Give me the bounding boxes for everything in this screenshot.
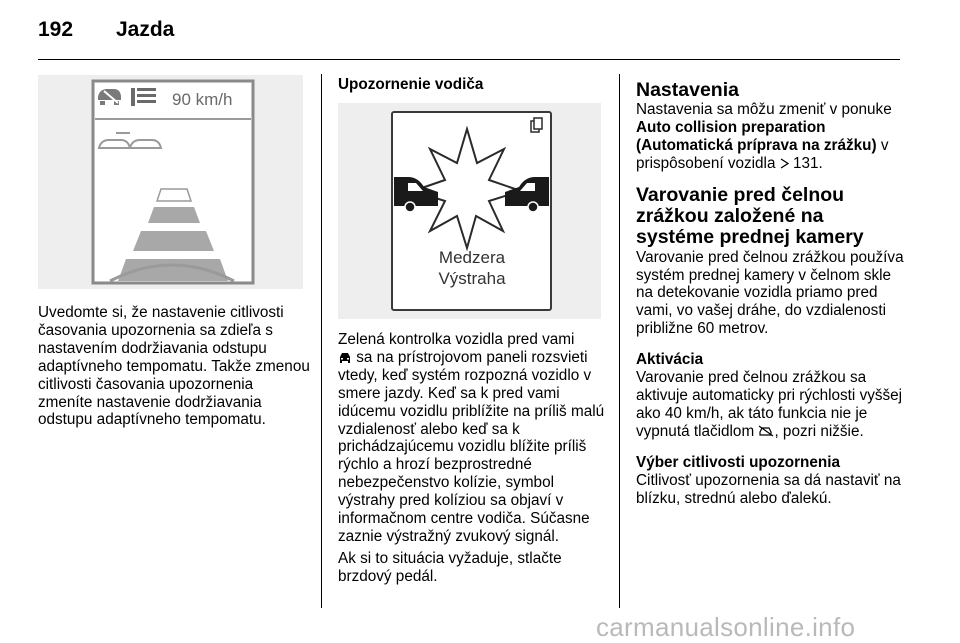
figure-text-gap: Medzera — [438, 248, 506, 267]
page-number: 192 — [38, 18, 74, 41]
sensitivity-heading: Výber citlivosti upozornenia — [636, 453, 840, 471]
watermark: carmanualsonline.info — [596, 612, 856, 642]
fcw-paragraph: Varovanie pred čelnou zrážkou používa systém prednej kamery v čelnom skle na detekovanie vozidla priamo pred vami, vo vašej dráhe, do vzdialenosti približne 60 metrov. — [636, 248, 904, 338]
settings-page-ref: 131. — [792, 154, 823, 172]
driver-alert-heading: Upozornenie vodiča — [338, 76, 484, 93]
col2-para-2: Ak si to situácia vyžaduje, stlačte brzdový pedál. — [338, 549, 562, 585]
activation-heading: Aktivácia — [636, 351, 704, 369]
sensitivity-paragraph: Citlivosť upozornenia sa dá nastaviť na blízku, strednú alebo ďalekú. — [636, 471, 901, 507]
collision-alert-button-icon — [758, 425, 774, 437]
settings-paragraph: Nastavenia sa môžu zmeniť v ponuke Auto collision preparation (Automatická príprava na zrážku) v prispôsobení vozidla 131. — [636, 101, 892, 172]
settings-heading: Nastavenia — [636, 79, 739, 101]
activation-paragraph: Varovanie pred čelnou zrážkou sa aktivuje automaticky pri rýchlosti vyššej ako 40 km/h, ak táto funkcia nie je vypnutá tlačidlom , pozri nižšie. — [636, 369, 903, 440]
header-rule — [38, 59, 900, 60]
column-divider-2 — [619, 74, 620, 608]
figure-cluster-display — [38, 75, 303, 289]
settings-menu-name: Auto collision preparation (Automatická príprava na zrážku) — [636, 118, 877, 154]
cluster-speed: 90 km/h — [172, 90, 233, 109]
col1-body: Uvedomte si, že nastavenie citlivosti časovania upozornenia sa zdieľa s nastavením dodržiavania odstupu adaptívneho tempomatu. Takže zmenou citlivosti časovania upozornenia zmeníte nastavenie dodržiavania odstupu adaptívneho tempomatu. — [38, 304, 310, 429]
column-3 — [636, 80, 906, 507]
figure-collision-warning — [338, 103, 601, 319]
section-title: Jazda — [116, 18, 175, 41]
fcw-heading: Varovanie pred čelnou zrážkou založené na systéme prednej kamery — [636, 183, 864, 248]
vehicle-ahead-indicator-icon — [338, 351, 352, 363]
col2-para-1: Zelená kontrolka vozidla pred vami sa na prístrojovom paneli rozsvieti vtedy, keď systém rozpozná vozidlo v smere jazdy. Keď sa k pred vami idúcemu vozidlu priblížite na príliš malú vzdialenosť alebo keď sa k prichádzajúcemu vozidlu blížite príliš rýchlo a hrozí bezprostredné nebezpečenstvo kolízie, symbol výstrahy pred kolíziou sa objaví v informačnom centre vodiča. Súčasne zaznie výstražný zvukový signál. — [338, 331, 605, 545]
column-1 — [38, 304, 310, 429]
collision-warning-illustration — [338, 103, 601, 319]
column-2-text — [338, 331, 608, 586]
cluster-display-illustration — [38, 75, 303, 289]
figure-text-warning: Výstraha — [438, 269, 506, 288]
column-divider-1 — [321, 74, 322, 608]
column-2 — [338, 76, 608, 94]
page-reference-icon — [780, 158, 789, 169]
